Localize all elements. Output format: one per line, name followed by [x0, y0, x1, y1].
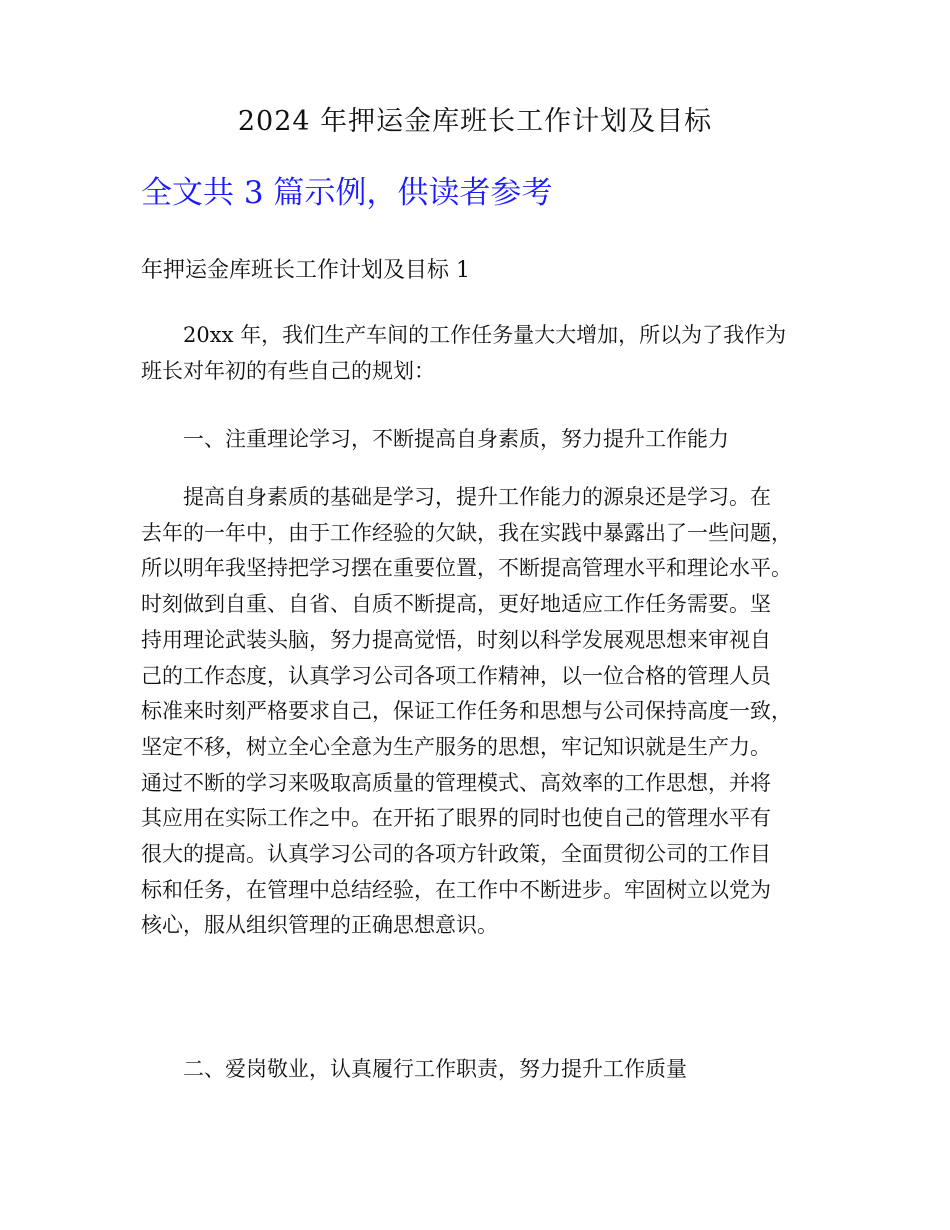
paragraph-line: 所以明年我坚持把学习摆在重要位置，不断提高管理水平和理论水平。: [141, 556, 792, 581]
heading-two-paragraph: [141, 1052, 831, 1088]
section-heading: 年押运金库班长工作计划及目标 1: [141, 258, 470, 283]
document-title: 2024 年押运金库班长工作计划及目标: [237, 106, 713, 137]
body-paragraph: [141, 480, 831, 944]
paragraph-line: 标准来时刻严格要求自己，保证工作任务和思想与公司保持高度一致，: [141, 699, 792, 724]
heading-two: 二、爱岗敬业，认真履行工作职责，努力提升工作质量: [183, 1057, 687, 1081]
paragraph-line: 己的工作态度，认真学习公司各项工作精神，以一位合格的管理人员: [141, 663, 771, 688]
paragraph-line: 去年的一年中，由于工作经验的欠缺，我在实践中暴露出了一些问题，: [141, 520, 792, 545]
paragraph-line: 班长对年初的有些自己的规划：: [141, 358, 435, 383]
document-subtitle: 全文共 3 篇示例，供读者参考: [141, 175, 553, 211]
intro-paragraph: [141, 318, 831, 389]
paragraph-line: 持用理论武装头脑，努力提高觉悟，时刻以科学发展观思想来审视自: [141, 627, 771, 652]
paragraph-line: 其应用在实际工作之中。在开拓了眼界的同时也使自己的管理水平有: [141, 806, 771, 831]
heading-one-paragraph: [141, 422, 831, 458]
paragraph-line: 提高自身素质的基础是学习，提升工作能力的源泉还是学习。在: [183, 485, 771, 509]
paragraph-line: 坚定不移，树立全心全意为生产服务的思想，牢记知识就是生产力。: [141, 734, 771, 759]
paragraph-line: 时刻做到自重、自省、自质不断提高，更好地适应工作任务需要。坚: [141, 592, 771, 617]
heading-one: 一、注重理论学习，不断提高自身素质，努力提升工作能力: [183, 427, 729, 451]
paragraph-line: 通过不断的学习来吸取高质量的管理模式、高效率的工作思想，并将: [141, 770, 771, 795]
paragraph-line: 很大的提高。认真学习公司的各项方针政策，全面贯彻公司的工作目: [141, 842, 771, 867]
paragraph-line: 标和任务，在管理中总结经验，在工作中不断进步。牢固树立以党为: [141, 877, 771, 902]
paragraph-line: 核心，服从组织管理的正确思想意识。: [141, 913, 498, 938]
paragraph-line: 20xx 年，我们生产车间的工作任务量大大增加，所以为了我作为: [183, 323, 787, 347]
